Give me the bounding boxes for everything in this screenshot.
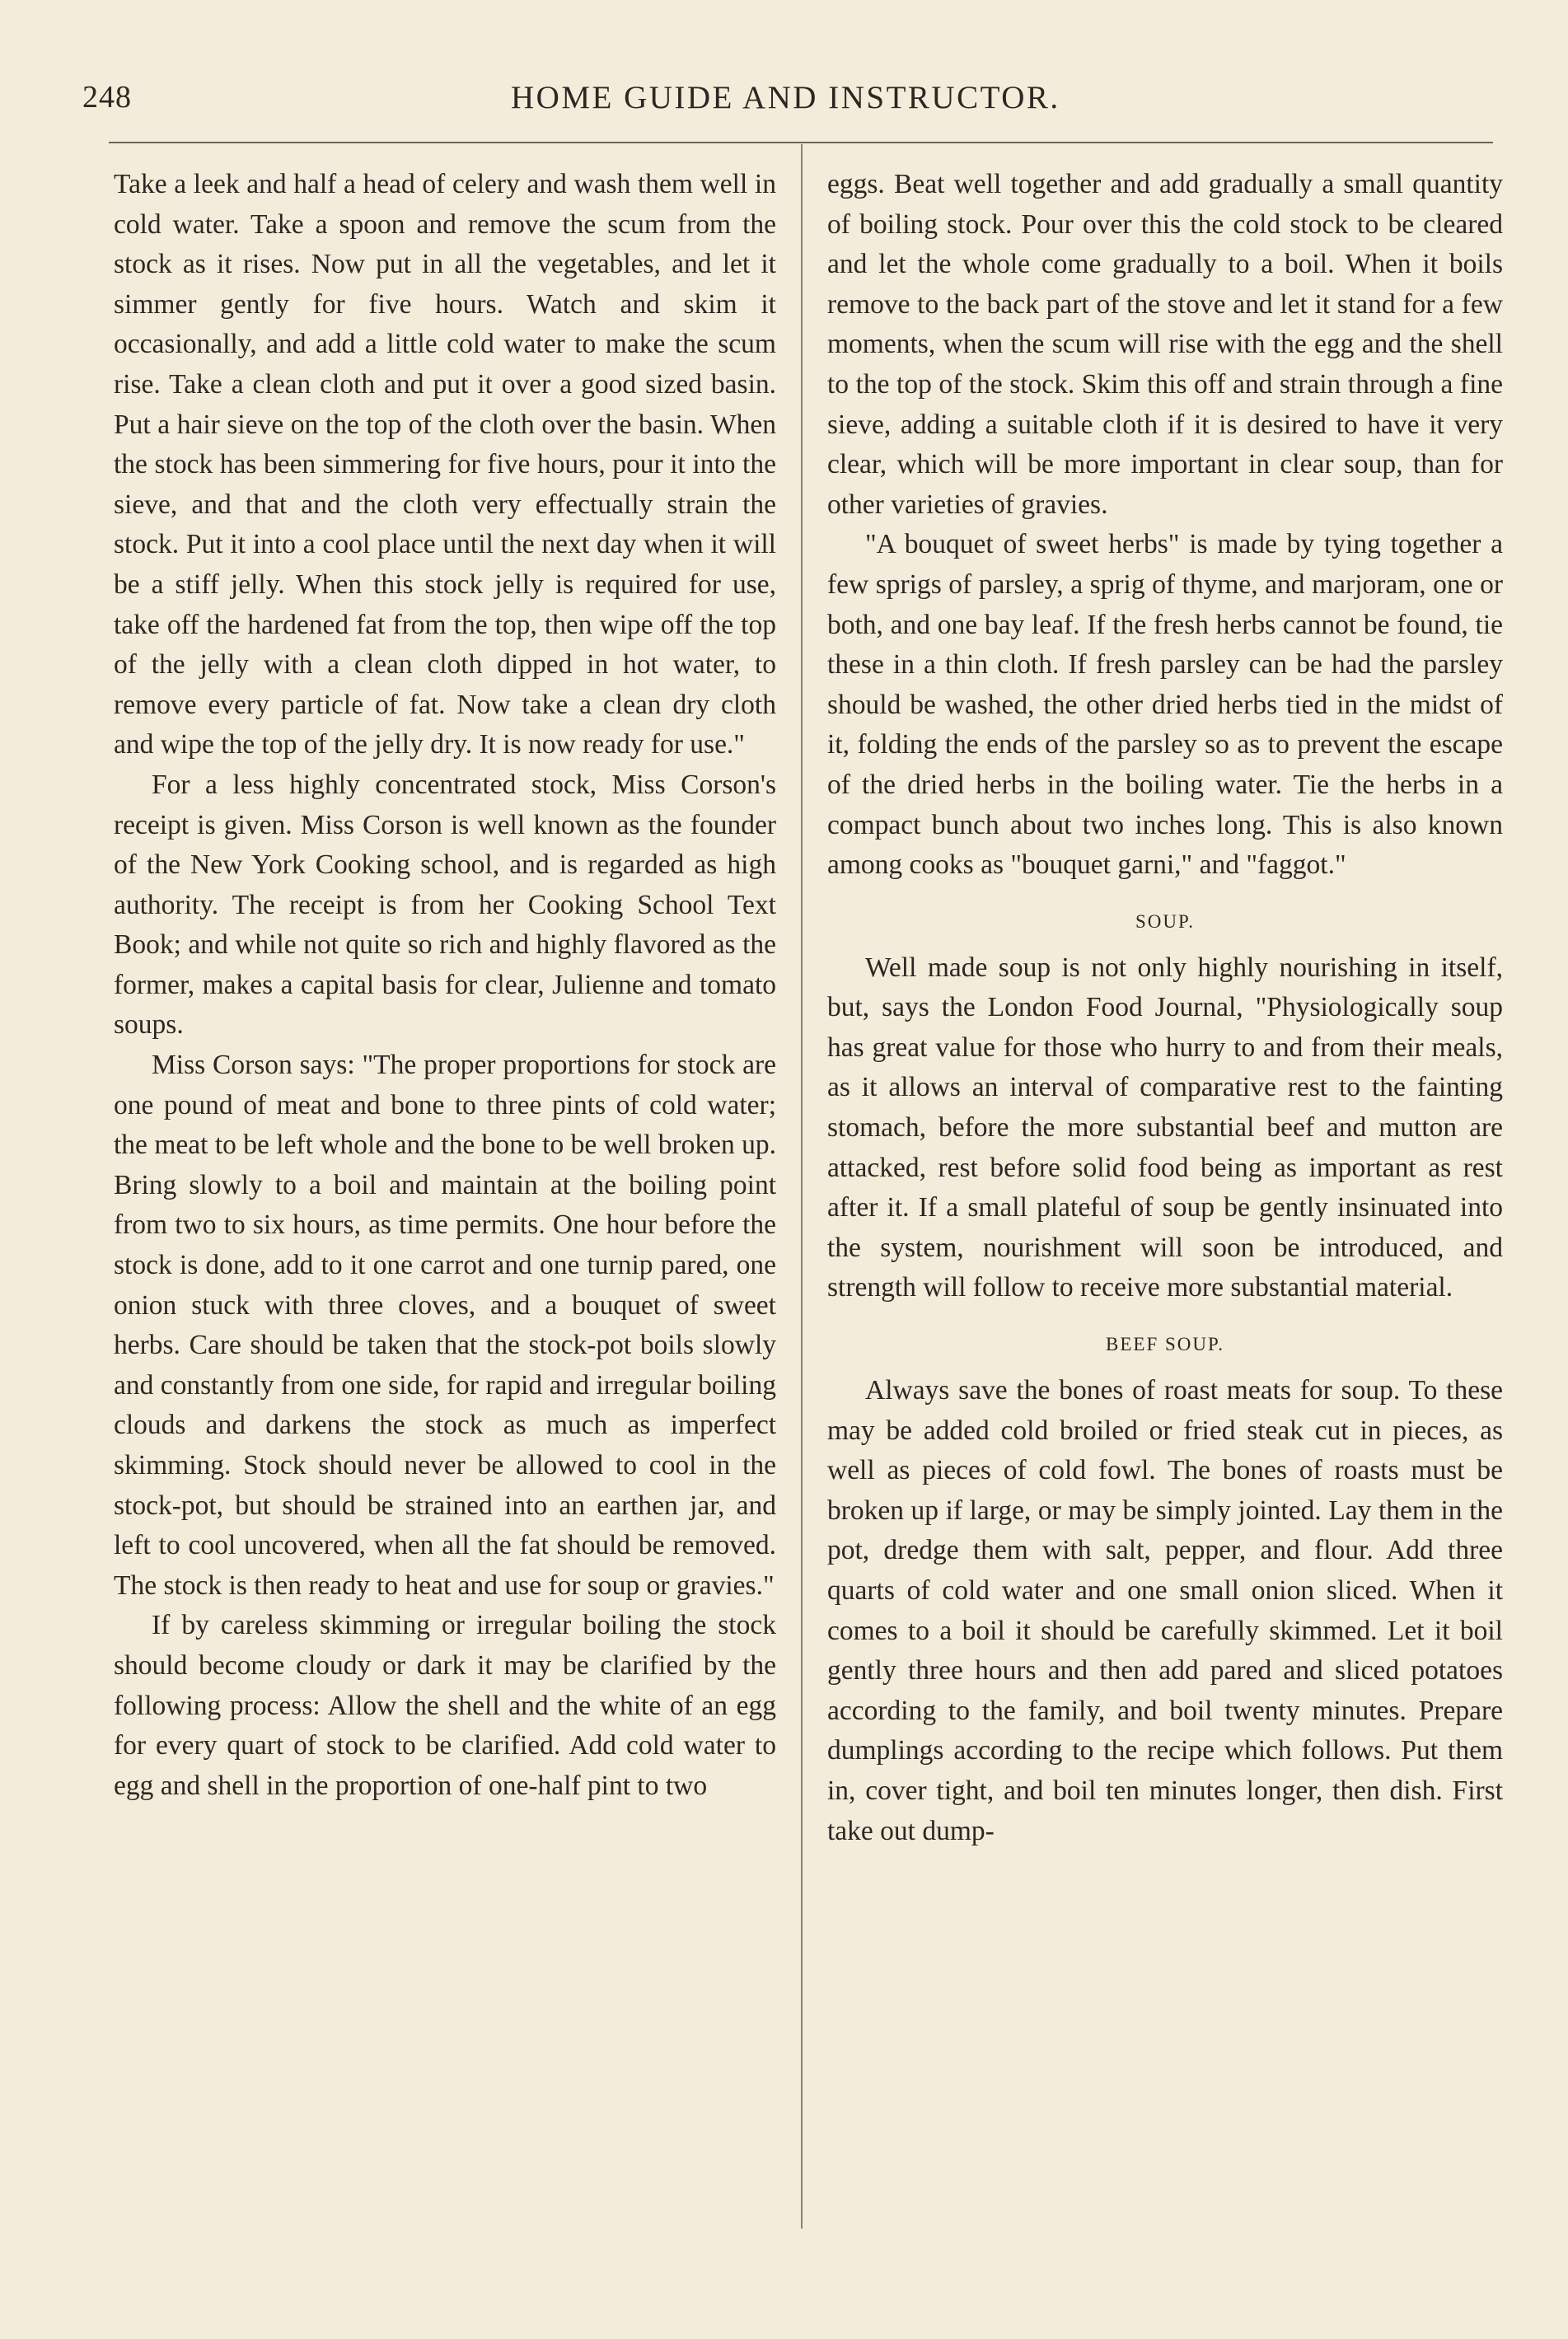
left-column	[114, 165, 776, 1806]
right-column	[827, 165, 1503, 1851]
paragraph: "A bouquet of sweet herbs" is made by tying together a few sprigs of parsley, a sprig of thyme, and marjoram, one or both, and one bay leaf. If the fresh herbs cannot be found, tie these in a thin cloth. If fresh parsley can be had the parsley should be washed, the other dried herbs tied in the midst of it, folding the ends of the parsley so as to prevent the escape of the dried herbs in the boiling water. Tie the herbs in a compact bunch about two inches long. This is also known among cooks as "bouquet garni," and "faggot."	[827, 529, 1503, 881]
header-rule	[109, 142, 1493, 143]
paragraph: If by careless skimming or irregular boiling the stock should become cloudy or dark it may be clarified by the following process: Allow the shell and the white of an egg for every quart of stock to be clarified. Add cold water to egg and shell in the proportion of one-half pint to two	[114, 1610, 776, 1801]
section-heading-beef-soup: BEEF SOUP.	[1106, 1334, 1224, 1355]
paragraph: For a less highly concentrated stock, Miss Corson's receipt is given. Miss Corson is well known as the founder of the New York Cooking school, and is regarded as high authority. The receipt is from her Cooking School Text Book; and while not quite so rich and highly flavored as the former, makes a capital basis for clear, Julienne and tomato soups.	[114, 769, 776, 1041]
paragraph: Well made soup is not only highly nourishing in itself, but, says the London Food Journal, "Physiologically soup has great value for those who hurry to and from their meals, as it allows an interval of comparative rest to the fainting stomach, before the more substantial beef and mutton are attacked, rest before solid food being as important as rest after it. If a small plateful of soup be gently insinuated into the system, nourishment will soon be introduced, and strength will follow to receive more substantial material.	[827, 952, 1503, 1303]
page-header	[0, 79, 1568, 129]
section-heading-soup: SOUP.	[1135, 910, 1195, 932]
paragraph: Take a leek and half a head of celery and wash them well in cold water. Take a spoon and remove the scum from the stock as it rises. Now put in all the vegetables, and let it simmer gently for five hours. Watch and skim it occasionally, and add a little cold water to make the scum rise. Take a clean cloth and put it over a good sized basin. Put a hair sieve on the top of the cloth over the basin. When the stock has been simmering for five hours, pour it into the sieve, and that and the cloth very effectually strain the stock. Put it into a cool place until the next day when it will be a stiff jelly. When this stock jelly is required for use, take off the hardened fat from the top, then wipe off the top of the jelly with a clean cloth dipped in hot water, to remove every particle of fat. Now take a clean dry cloth and wipe the top of the jelly dry. It is now ready for use."	[114, 169, 776, 760]
paragraph: eggs. Beat well together and add gradually a small quantity of boiling stock. Pour over this the cold stock to be cleared and let the whole come gradually to a boil. When it boils remove to the back part of the stove and let it stand for a few moments, when the scum will rise with the egg and the shell to the top of the stock. Skim this off and strain through a fine sieve, adding a suitable cloth if it is desired to have it very clear, which will be more important in clear soup, than for other varieties of gravies.	[827, 169, 1503, 520]
paragraph: Always save the bones of roast meats for soup. To these may be added cold broiled or fried steak cut in pieces, as well as pieces of cold fowl. The bones of roasts must be broken up if large, or may be simply jointed. Lay them in the pot, dredge them with salt, pepper, and flour. Add three quarts of cold water and one small onion sliced. When it comes to a boil it should be carefully skimmed. Let it boil gently three hours and then add pared and sliced potatoes according to the family, and boil twenty minutes. Prepare dumplings according to the recipe which follows. Put them in, cover tight, and boil ten minutes longer, then dish. First take out dump-	[827, 1375, 1503, 1846]
column-divider	[801, 144, 803, 2229]
running-title: HOME GUIDE AND INSTRUCTOR.	[511, 80, 1060, 115]
page-number: 248	[82, 80, 132, 115]
paragraph: Miss Corson says: "The proper proportions for stock are one pound of meat and bone to three pints of cold water; the meat to be left whole and the bone to be well broken up. Bring slowly to a boil and maintain at the boiling point from two to six hours, as time permits. One hour before the stock is done, add to it one carrot and one turnip pared, one onion stuck with three cloves, and a bouquet of sweet herbs. Care should be taken that the stock-pot boils slowly and constantly from one side, for rapid and irregular boiling clouds and darkens the stock as much as imperfect skimming. Stock should never be allowed to cool in the stock-pot, but should be strained into an earthen jar, and left to cool uncovered, when all the fat should be removed. The stock is then ready to heat and use for soup or gravies."	[114, 1050, 776, 1601]
